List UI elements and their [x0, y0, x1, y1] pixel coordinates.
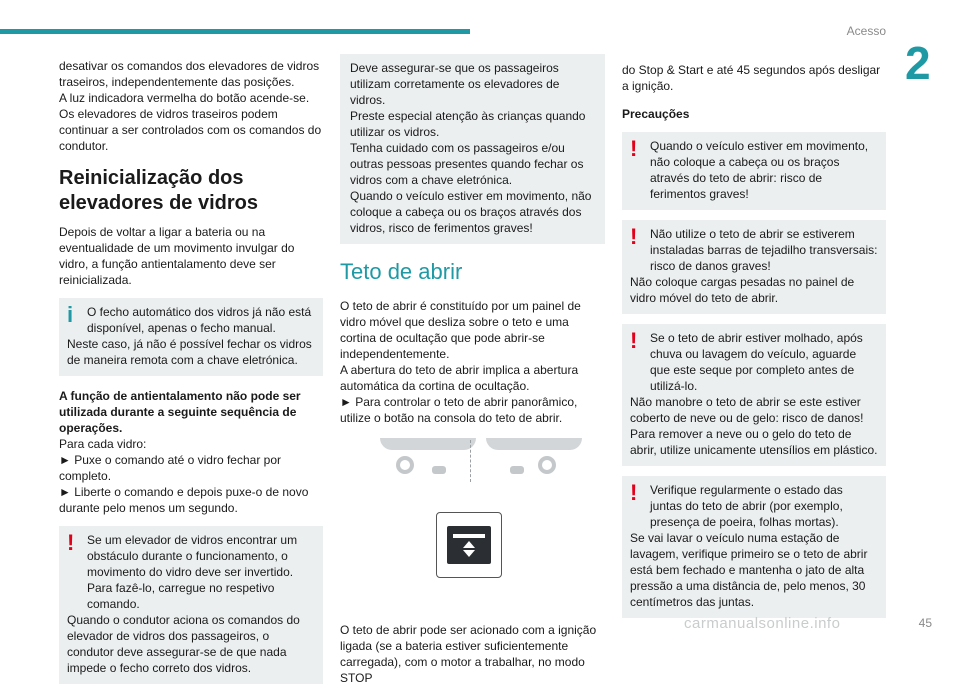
paragraph: Não coloque cargas pesadas no painel de vidro móvel do teto de abrir. — [630, 275, 855, 305]
warning-icon: ! — [67, 530, 75, 555]
warning-icon: ! — [630, 328, 638, 353]
paragraph: Verifique regularmente o estado das juntas do teto de abrir (por exemplo, presença de poeira, folhas mortas). — [650, 483, 843, 529]
paragraph: A abertura do teto de abrir implica a abertura automática da cortina de ocultação. — [340, 363, 579, 393]
warning-box — [622, 476, 886, 618]
paragraph: O fecho automático dos vidros já não está disponível, apenas o fecho manual. — [87, 305, 312, 335]
step-item: ► Para controlar o teto de abrir panorâmico, utilize o botão na consola do teto de abrir. — [340, 395, 578, 425]
paragraph: do Stop & Start e até 45 segundos após desligar a ignição. — [622, 63, 881, 93]
step-item: ► Puxe o comando até o vidro fechar por completo. — [59, 453, 281, 483]
step-item: ► Liberte o comando e depois puxe-o de novo durante pelo menos um segundo. — [59, 485, 309, 515]
warning-box — [59, 526, 323, 684]
paragraph: Quando o veículo estiver em movimento, não coloque a cabeça ou os braços através do teto de abrir: risco de ferimentos graves! — [650, 139, 869, 201]
section-title: Acesso — [846, 24, 886, 38]
paragraph: Se um elevador de vidros encontrar um obstáculo durante o funcionamento, o movimento do vidro deve ser invertido. Para fazê-lo, carregue no respetivo comando. — [87, 533, 298, 611]
sunroof-switch-icon — [436, 512, 502, 578]
divider — [470, 440, 471, 482]
watermark: carmanualsonline.info — [684, 615, 841, 632]
warning-box — [622, 324, 886, 466]
paragraph: Preste especial atenção às crianças quando utilizar os vidros. — [350, 109, 586, 139]
page-number: 45 — [918, 616, 932, 630]
steering-wheel-icon — [396, 456, 414, 474]
section-heading: Precauções — [622, 107, 690, 121]
paragraph: Quando o condutor aciona os comandos do elevador de vidros dos passageiros, o condutor deve assegurar-se de que nada impede o fecho correto dos vidros. — [67, 613, 300, 675]
caution-box — [340, 54, 605, 244]
bold-paragraph: A função de antientalamento não pode ser utilizada durante a seguinte sequência de operações. — [59, 389, 301, 435]
paragraph: Deve assegurar-se que os passageiros utilizam corretamente os elevadores de vidros. — [350, 61, 560, 107]
header-accent-bar — [0, 29, 470, 34]
warning-icon: ! — [630, 136, 638, 161]
paragraph: Se o teto de abrir estiver molhado, após chuva ou lavagem do veículo, aguarde que este seque por completo antes de utilizá-lo. — [650, 331, 863, 393]
paragraph: Depois de voltar a ligar a bateria ou na eventualidade de um movimento invulgar do vidro, a função antientalamento deve ser reinicializada. — [59, 225, 295, 287]
paragraph: Para cada vidro: — [59, 437, 147, 451]
column-1 — [59, 58, 323, 694]
info-icon: i — [67, 302, 74, 327]
warning-box — [622, 132, 886, 210]
paragraph: A luz indicadora vermelha do botão acende-se. — [59, 91, 310, 105]
chapter-number: 2 — [905, 37, 931, 89]
paragraph: O teto de abrir é constituído por um painel de vidro móvel que desliza sobre o teto e uma cortina de ocultação que pode abrir-se independentemente. — [340, 299, 581, 361]
roof-console-illustration — [380, 438, 476, 482]
warning-icon: ! — [630, 480, 638, 505]
warning-box — [622, 220, 886, 314]
paragraph: desativar os comandos dos elevadores de vidros traseiros, independentemente das posições. — [59, 59, 320, 89]
paragraph: Tenha cuidado com os passageiros e/ou outras pessoas presentes quando fechar os vidros com a chave eletrónica. — [350, 141, 584, 187]
paragraph: Quando o veículo estiver em movimento, não coloque a cabeça ou os braços através dos vidros, risco de ferimentos graves! — [350, 189, 592, 235]
info-box — [59, 298, 323, 376]
column-2 — [340, 54, 605, 686]
roof-console-illustration — [486, 438, 582, 482]
paragraph: Os elevadores de vidros traseiros podem continuar a ser controlados com os comandos do condutor. — [59, 107, 322, 153]
column-3 — [622, 62, 886, 628]
warning-icon: ! — [630, 224, 638, 249]
section-heading: Teto de abrir — [340, 259, 463, 284]
section-heading: Reinicialização dos elevadores de vidros — [59, 167, 258, 214]
sunroof-illustration — [340, 432, 605, 622]
paragraph: O teto de abrir pode ser acionado com a ignição ligada (se a bateria estiver suficientemente carregada), com o motor a trabalhar, no modo STOP — [340, 623, 597, 685]
paragraph: Não manobre o teto de abrir se este estiver coberto de neve ou de gelo: risco de danos! — [630, 395, 864, 425]
steering-wheel-icon — [538, 456, 556, 474]
paragraph: Se vai lavar o veículo numa estação de lavagem, verifique primeiro se o teto de abrir está bem fechado e mantenha o jato de alta pressão a uma distância de, pelo menos, 30 centímetros das juntas. — [630, 531, 868, 609]
paragraph: Para remover a neve ou o gelo do teto de abrir, utilize unicamente utensílios em plástico. — [630, 427, 878, 457]
paragraph: Neste caso, já não é possível fechar os vidros de maneira remota com a chave eletrónica. — [67, 337, 312, 367]
paragraph: Não utilize o teto de abrir se estiverem instaladas barras de tejadilho transversais: risco de danos graves! — [650, 227, 878, 273]
